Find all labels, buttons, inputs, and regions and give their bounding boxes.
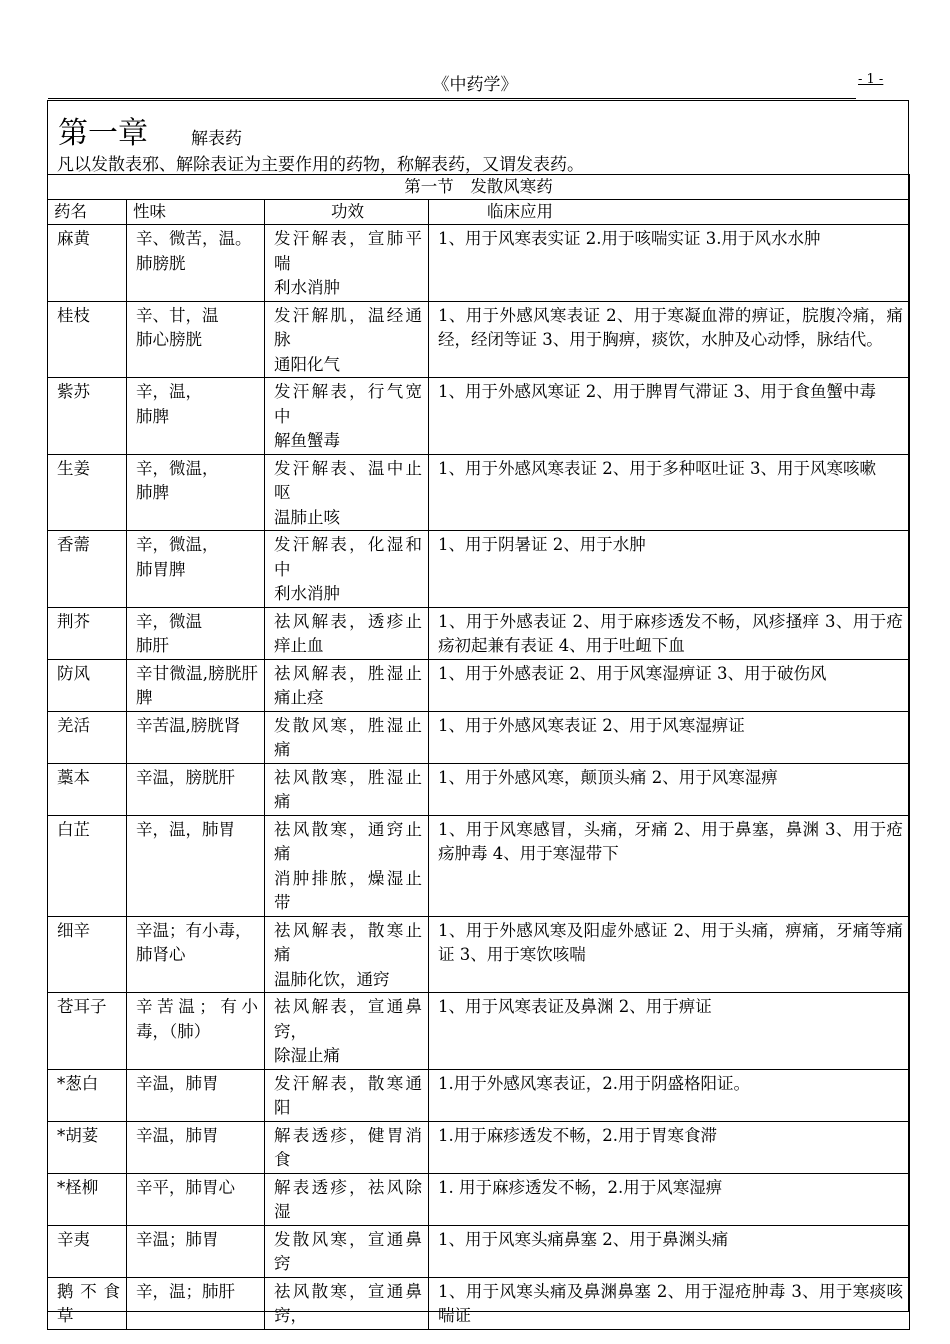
- herb-usage-cell: 1、用于风寒感冒，头痛，牙痛 2、用于鼻塞，鼻渊 3、用于疮疡肿毒 4、用于寒湿带下: [429, 815, 910, 916]
- herb-effect-cell: [265, 763, 429, 815]
- herb-table: [47, 174, 910, 1330]
- herb-effect-cell: [265, 378, 429, 455]
- herb-property-cell: [127, 301, 265, 378]
- effect-line: 温肺化饮，通窍: [274, 969, 390, 989]
- herb-usage-cell: 1、用于风寒头痛及鼻渊鼻塞 2、用于湿疮肿毒 3、用于寒痰咳喘证: [429, 1277, 910, 1329]
- effect-line: 解表透疹，健胃消食: [274, 1125, 422, 1169]
- effect-line: 温肺止咳: [274, 507, 340, 527]
- herb-property-cell: [127, 454, 265, 531]
- property-line: 肺肝: [136, 636, 169, 655]
- effect-line: 发散风寒，宣通鼻窍: [274, 1229, 422, 1273]
- effect-line: 利水消肿: [274, 278, 340, 297]
- herb-usage-cell: 1、用于外感风寒表证 2、用于多种呕吐证 3、用于风寒咳嗽: [429, 454, 910, 531]
- property-line: 辛、微苦，温。: [136, 229, 252, 248]
- property-line: 辛，微温，: [136, 458, 219, 478]
- property-line: 辛、甘，温: [136, 305, 219, 325]
- table-row: [48, 531, 910, 608]
- herb-effect-cell: [265, 1173, 429, 1225]
- herb-effect-cell: [265, 1121, 429, 1173]
- herb-property-cell: [127, 531, 265, 608]
- table-row: [48, 659, 910, 711]
- table-row: [48, 711, 910, 763]
- effect-line: 利水消肿: [274, 584, 340, 603]
- herb-property-cell: [127, 1069, 265, 1121]
- herb-property-cell: [127, 815, 265, 916]
- table-row: [48, 1121, 910, 1173]
- effect-line: 发汗解表、温中止呕: [274, 458, 422, 502]
- table-row: [48, 1225, 910, 1277]
- herb-name-cell: 麻黄: [48, 225, 127, 302]
- property-line: 辛温，肺胃: [136, 1073, 219, 1093]
- herb-property-cell: [127, 1173, 265, 1225]
- effect-line: 祛风解表，胜湿止痛止痉: [274, 663, 422, 707]
- chapter-intro: 凡以发散表邪、解除表证为主要作用的药物，称解表药，又谓发表药。: [57, 155, 584, 175]
- herb-effect-cell: [265, 301, 429, 378]
- property-line: 辛，微温，: [136, 535, 219, 554]
- herb-name-cell: 羌活: [48, 711, 127, 763]
- herb-name-cell: 紫苏: [48, 378, 127, 455]
- herb-name-cell: 香薷: [48, 531, 127, 608]
- herb-property-cell: [127, 225, 265, 302]
- table-row: [48, 815, 910, 916]
- herb-name-cell: 鹅不食草: [48, 1277, 127, 1329]
- herb-effect-cell: [265, 711, 429, 763]
- herb-name-cell: 细辛: [48, 916, 127, 993]
- herb-name-cell: 藁本: [48, 763, 127, 815]
- herb-effect-cell: [265, 225, 429, 302]
- property-line: 辛甘微温,膀胱肝脾: [136, 663, 258, 707]
- property-line: 辛，温；肺肝: [136, 1281, 235, 1301]
- herb-property-cell: [127, 659, 265, 711]
- property-line: 肺肾心: [136, 945, 186, 964]
- table-row: [48, 378, 910, 455]
- property-line: 肺膀胱: [136, 253, 186, 273]
- herb-property-cell: [127, 378, 265, 455]
- herb-name-cell: 苍耳子: [48, 993, 127, 1070]
- property-line: 辛苦温,膀胱肾: [136, 715, 241, 735]
- table-row: [48, 1173, 910, 1225]
- property-line: 辛，温，: [136, 382, 202, 401]
- herb-effect-cell: [265, 454, 429, 531]
- effect-line: 除湿止痛: [274, 1046, 340, 1065]
- herb-usage-cell: 1、用于外感表证 2、用于风寒湿痹证 3、用于破伤风: [429, 659, 910, 711]
- herb-usage-cell: 1、用于风寒头痛鼻塞 2、用于鼻渊头痛: [429, 1225, 910, 1277]
- herb-name-cell: 防风: [48, 659, 127, 711]
- property-line: 辛，微温: [136, 611, 202, 631]
- herb-usage-cell: 1.用于麻疹透发不畅，2.用于胃寒食滞: [429, 1121, 910, 1173]
- herb-property-cell: [127, 993, 265, 1070]
- herb-effect-cell: [265, 815, 429, 916]
- chapter-subtitle: 解表药: [191, 129, 242, 149]
- table-row: [48, 225, 910, 302]
- herb-name-cell: 生姜: [48, 454, 127, 531]
- effect-line: 发汗解表，行气宽中: [274, 382, 422, 426]
- page-number: - 1 -: [858, 72, 884, 87]
- effect-line: 祛风解表，散寒止痛: [274, 920, 422, 964]
- effect-line: 祛风散寒，胜湿止痛: [274, 767, 422, 811]
- effect-line: 祛风解表，透疹止痒止血: [274, 611, 422, 655]
- herb-name-cell: *柽柳: [48, 1173, 127, 1225]
- property-line: 辛温，肺胃: [136, 1125, 219, 1145]
- effect-line: 发汗解肌，温经通脉: [274, 305, 422, 349]
- herb-usage-cell: 1、用于外感风寒证 2、用于脾胃气滞证 3、用于食鱼蟹中毒: [429, 378, 910, 455]
- table-row: [48, 763, 910, 815]
- property-line: 肺脾: [136, 483, 169, 502]
- herb-property-cell: [127, 1225, 265, 1277]
- herb-usage-cell: 1、用于风寒表实证 2.用于咳喘实证 3.用于风水水肿: [429, 225, 910, 302]
- herb-effect-cell: [265, 531, 429, 608]
- table-row: [48, 916, 910, 993]
- herb-effect-cell: [265, 916, 429, 993]
- effect-line: 祛风解表，宣通鼻窍，: [274, 997, 422, 1041]
- column-header-property: 性味: [127, 200, 265, 225]
- herb-usage-cell: 1、用于外感风寒，颠顶头痛 2、用于风寒湿痹: [429, 763, 910, 815]
- herb-property-cell: [127, 916, 265, 993]
- property-line: 辛苦温；有小毒，（肺）: [136, 997, 258, 1041]
- herb-effect-cell: [265, 993, 429, 1070]
- chapter-title: 第一章: [58, 116, 148, 151]
- effect-line: 祛风散寒，通窍止痛: [274, 819, 422, 863]
- property-line: 肺心膀胱: [136, 330, 202, 349]
- effect-line: 发汗解表，宣肺平喘: [274, 229, 422, 273]
- herb-usage-cell: 1、用于外感风寒表证 2、用于寒凝血滞的痹证，脘腹冷痛，痛经，经闭等证 3、用于胸痹，痰饮，水肿及心动悸，脉结代。: [429, 301, 910, 378]
- herb-usage-cell: 1、用于外感风寒表证 2、用于风寒湿痹证: [429, 711, 910, 763]
- table-row: [48, 1069, 910, 1121]
- property-line: 辛，温，肺胃: [136, 819, 235, 839]
- column-header-row: [48, 200, 910, 225]
- herb-effect-cell: [265, 1225, 429, 1277]
- herb-usage-cell: 1.用于外感风寒表证，2.用于阴盛格阳证。: [429, 1069, 910, 1121]
- column-header-effect: 功效: [265, 200, 429, 225]
- herb-effect-cell: [265, 1277, 429, 1329]
- effect-line: 发汗解表，化湿和中: [274, 535, 422, 579]
- effect-line: 解表透疹，祛风除湿: [274, 1177, 422, 1221]
- herb-usage-cell: 1. 用于麻疹透发不畅，2.用于风寒湿痹: [429, 1173, 910, 1225]
- property-line: 辛温；有小毒，: [136, 920, 252, 940]
- herb-name-cell: 桂枝: [48, 301, 127, 378]
- herb-usage-cell: 1、用于外感风寒及阳虚外感证 2、用于头痛，痹痛，牙痛等痛证 3、用于寒饮咳喘: [429, 916, 910, 993]
- table-row: [48, 454, 910, 531]
- herb-usage-cell: 1、用于风寒表证及鼻渊 2、用于痹证: [429, 993, 910, 1070]
- table-row: [48, 607, 910, 659]
- effect-line: 解鱼蟹毒: [274, 431, 340, 450]
- herb-usage-cell: 1、用于阴暑证 2、用于水肿: [429, 531, 910, 608]
- table-row: [48, 993, 910, 1070]
- property-line: 肺脾: [136, 406, 169, 426]
- table-row: [48, 1277, 910, 1329]
- header-rule: [48, 98, 856, 99]
- herb-name-cell: 辛夷: [48, 1225, 127, 1277]
- property-line: 肺胃脾: [136, 559, 186, 579]
- herb-effect-cell: [265, 607, 429, 659]
- herb-property-cell: [127, 763, 265, 815]
- section-title: 第一节 发散风寒药: [48, 175, 910, 200]
- document-header-title: 《中药学》: [432, 75, 518, 95]
- effect-line: 发汗解表，散寒通阳: [274, 1073, 422, 1117]
- section-row: [48, 175, 910, 200]
- herb-effect-cell: [265, 1069, 429, 1121]
- herb-property-cell: [127, 1277, 265, 1329]
- column-header-name: 药名: [48, 200, 127, 225]
- property-line: 辛温；肺胃: [136, 1229, 219, 1249]
- herb-effect-cell: [265, 659, 429, 711]
- effect-line: 通阳化气: [274, 354, 340, 374]
- herb-usage-cell: 1、用于外感表证 2、用于麻疹透发不畅，风疹搔痒 3、用于疮疡初起兼有表证 4、用于吐衄下血: [429, 607, 910, 659]
- herb-name-cell: 荆芥: [48, 607, 127, 659]
- table-row: [48, 301, 910, 378]
- herb-name-cell: 白芷: [48, 815, 127, 916]
- effect-line: 发散风寒，胜湿止痛: [274, 715, 422, 759]
- effect-line: 消肿排脓，燥湿止带: [274, 868, 422, 912]
- herb-property-cell: [127, 711, 265, 763]
- herb-property-cell: [127, 607, 265, 659]
- property-line: 辛温，膀胱肝: [136, 767, 235, 787]
- herb-name-cell: *胡荽: [48, 1121, 127, 1173]
- herb-property-cell: [127, 1121, 265, 1173]
- herb-name-cell: *葱白: [48, 1069, 127, 1121]
- effect-line: 祛风散寒，宣通鼻窍，: [274, 1281, 422, 1325]
- property-line: 辛平，肺胃心: [136, 1177, 235, 1197]
- column-header-usage: 临床应用: [429, 200, 910, 225]
